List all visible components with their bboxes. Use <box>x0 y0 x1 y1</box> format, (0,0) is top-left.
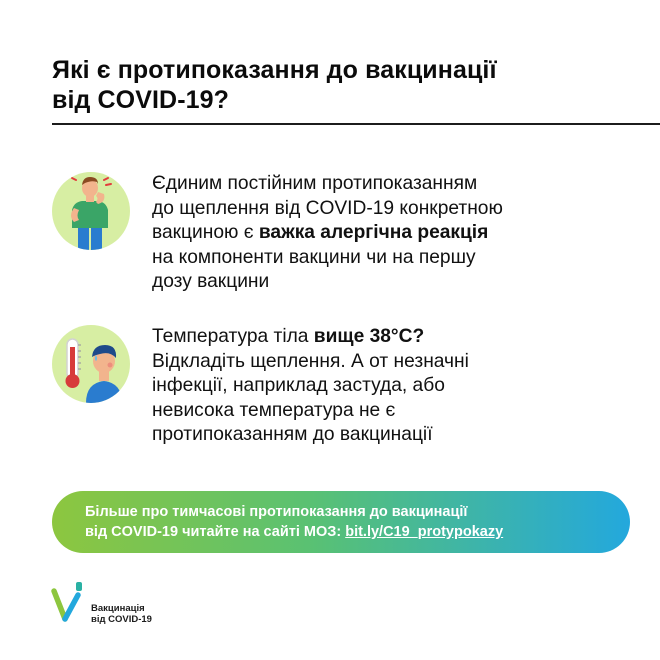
allergy-text-line-3 <box>152 221 622 246</box>
temperature-text-line-3: інфекції, наприклад застуда, або <box>152 375 445 396</box>
page-title-line-2: від COVID-19? <box>52 86 230 114</box>
vaccination-logo-icon <box>50 581 88 623</box>
allergy-text <box>152 172 622 295</box>
temperature-text-line-5: протипоказанням до вакцинації <box>152 424 433 445</box>
allergy-text-line-2: до щеплення від COVID-19 конкретною <box>152 197 503 219</box>
moz-info-link[interactable]: bit.ly/C19_protypokazy <box>345 524 504 540</box>
temperature-text-line-1 <box>152 325 622 350</box>
allergy-text-line-3-start: вакциною є <box>152 222 259 243</box>
allergy-text-line-1: Єдиним постійним протипоказанням <box>152 173 478 194</box>
banner-line-2-start: від COVID-19 читайте на сайті МОЗ: <box>85 524 346 540</box>
logo-wordmark-line-1: Вакцинація <box>91 603 145 614</box>
banner-line-1: Більше про тимчасові протипоказання до вакцинації <box>85 504 468 520</box>
temperature-text-line-4: невисока температура не є <box>152 399 396 421</box>
temperature-text-line-2: Відкладіть щеплення. А от незначні <box>152 350 469 372</box>
allergic-person-icon <box>52 172 130 250</box>
more-info-banner <box>52 491 630 553</box>
temperature-text-line-1-start: Температура тіла <box>152 326 314 347</box>
page-title <box>52 55 612 115</box>
logo-wordmark-line-2: від COVID-19 <box>91 614 152 625</box>
thermometer-person-icon <box>52 325 130 403</box>
allergy-text-line-4: на компоненти вакцини чи на першу <box>152 246 476 268</box>
banner-line-2 <box>85 522 630 542</box>
severe-allergy-emphasis: важка алергічна реакція <box>258 222 489 243</box>
temperature-text <box>152 325 622 448</box>
allergy-text-line-5: дозу вакцини <box>152 271 270 292</box>
logo-wordmark <box>91 603 152 625</box>
page-title-line-1: Які є протипоказання до вакцинації <box>52 56 497 84</box>
temperature-threshold-emphasis: вище 38°C? <box>313 326 425 347</box>
title-divider <box>52 123 660 125</box>
